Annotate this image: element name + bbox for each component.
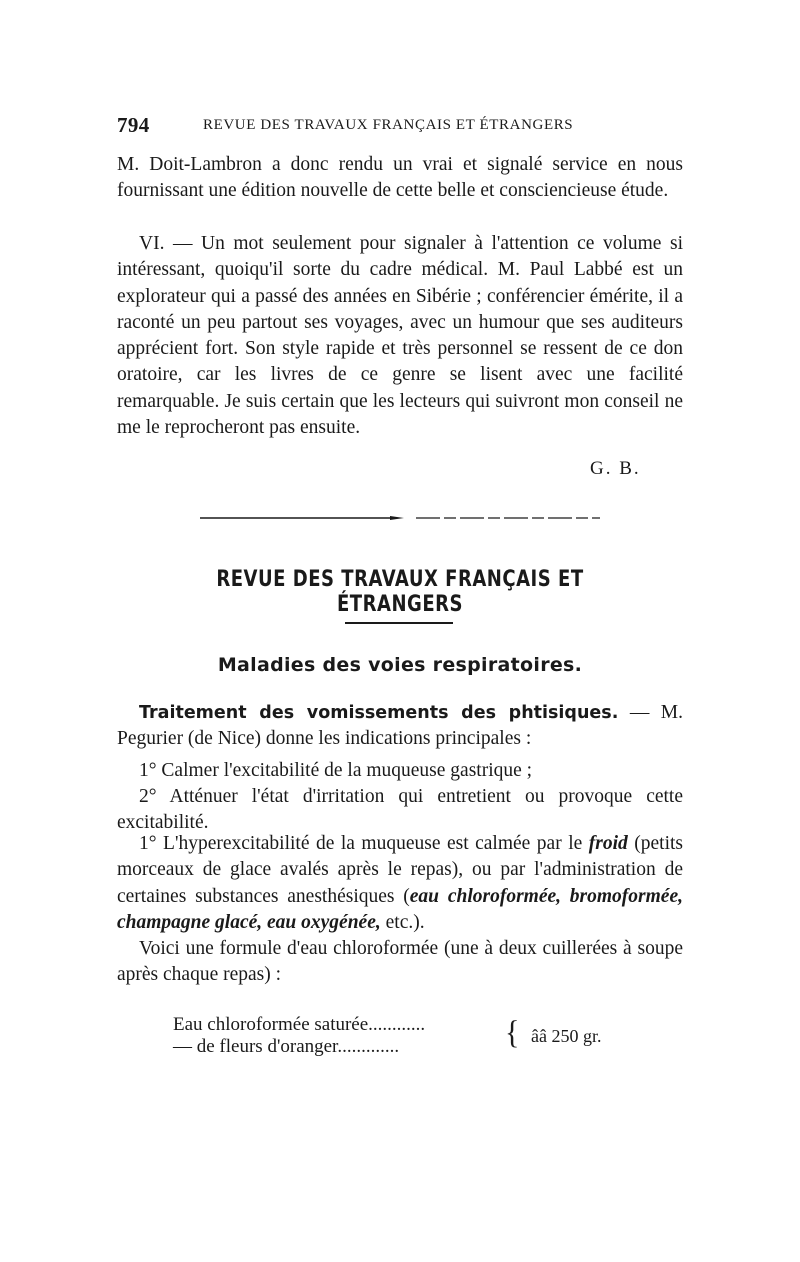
section-main-title: REVUE DES TRAVAUX FRANÇAIS ET ÉTRANGERS <box>216 567 584 617</box>
list-item-1: 1° Calmer l'excitabilité de la muqueuse gastrique ; <box>139 760 533 781</box>
ornamental-rule <box>200 514 600 522</box>
p3-froid: froid <box>588 833 628 854</box>
signature: G. B. <box>590 458 641 479</box>
p3-substances: eau chloroformée, bromoformée, champagne glacé, eau oxygénée, <box>117 885 683 933</box>
page-number: 794 <box>117 113 150 137</box>
paragraph-doit-lambron: M. Doit-Lambron a donc rendu un vrai et signalé service en nous fournissant une édition nouvelle de cette belle et consciencieuse étude. <box>117 154 683 202</box>
paragraph-vi-labbe: VI. — Un mot seulement pour signaler à l'attention ce volume si intéressant, quoiqu'il sorte du cadre médical. M. Paul Labbé est un explorateur qui a passé des années en Sibérie ; conférencier émérite, il a raconté un peu partout ses voyages, avec un humour que ses auditeurs apprécient fort. Son style rapide et très personnel se ressent de ce don oratoire, car les livres de ce genre se lisent avec une facilité remarquable. Je suis certain que les lecteurs qui suivront mon conseil ne me le reprocheront pas ensuite. <box>117 233 683 439</box>
formula-brace: { <box>505 1014 520 1051</box>
running-title: REVUE DES TRAVAUX FRANÇAIS ET ÉTRANGERS <box>203 117 574 133</box>
formula-dose: ââ 250 gr. <box>531 1026 602 1046</box>
formula-line-1: Eau chloroformée saturée............ <box>173 1014 426 1035</box>
running-head <box>117 113 683 137</box>
p3-text-a: 1° L'hyperexcitabilité de la muqueuse est calmée par le <box>139 833 589 854</box>
section-subtitle: Maladies des voies respiratoires. <box>217 654 583 676</box>
formula-block <box>173 1014 653 1066</box>
p3-text-c: etc.). <box>380 911 425 933</box>
paragraph-hyperexcitabilite <box>117 831 683 936</box>
paragraph-traitement <box>117 700 683 753</box>
formula-line-2: — de fleurs d'oranger............. <box>173 1036 400 1057</box>
article-heading: Traitement des vomissements des phtisiques. <box>139 703 619 723</box>
title-underline <box>345 622 453 624</box>
list-item-2: 2° Atténuer l'état d'irritation qui entretient ou provoque cette excitabilité. <box>117 786 683 834</box>
p3-text-b: (petits morceaux de glace avalés après le repas), ou par l'administration de certaines substances anesthésiques ( <box>117 833 683 907</box>
article-intro: — M. Pegurier (de Nice) donne les indications principales : <box>117 702 683 750</box>
paragraph-formule: Voici une formule d'eau chloroformée (une à deux cuillerées à soupe après chaque repas) : <box>117 938 683 986</box>
